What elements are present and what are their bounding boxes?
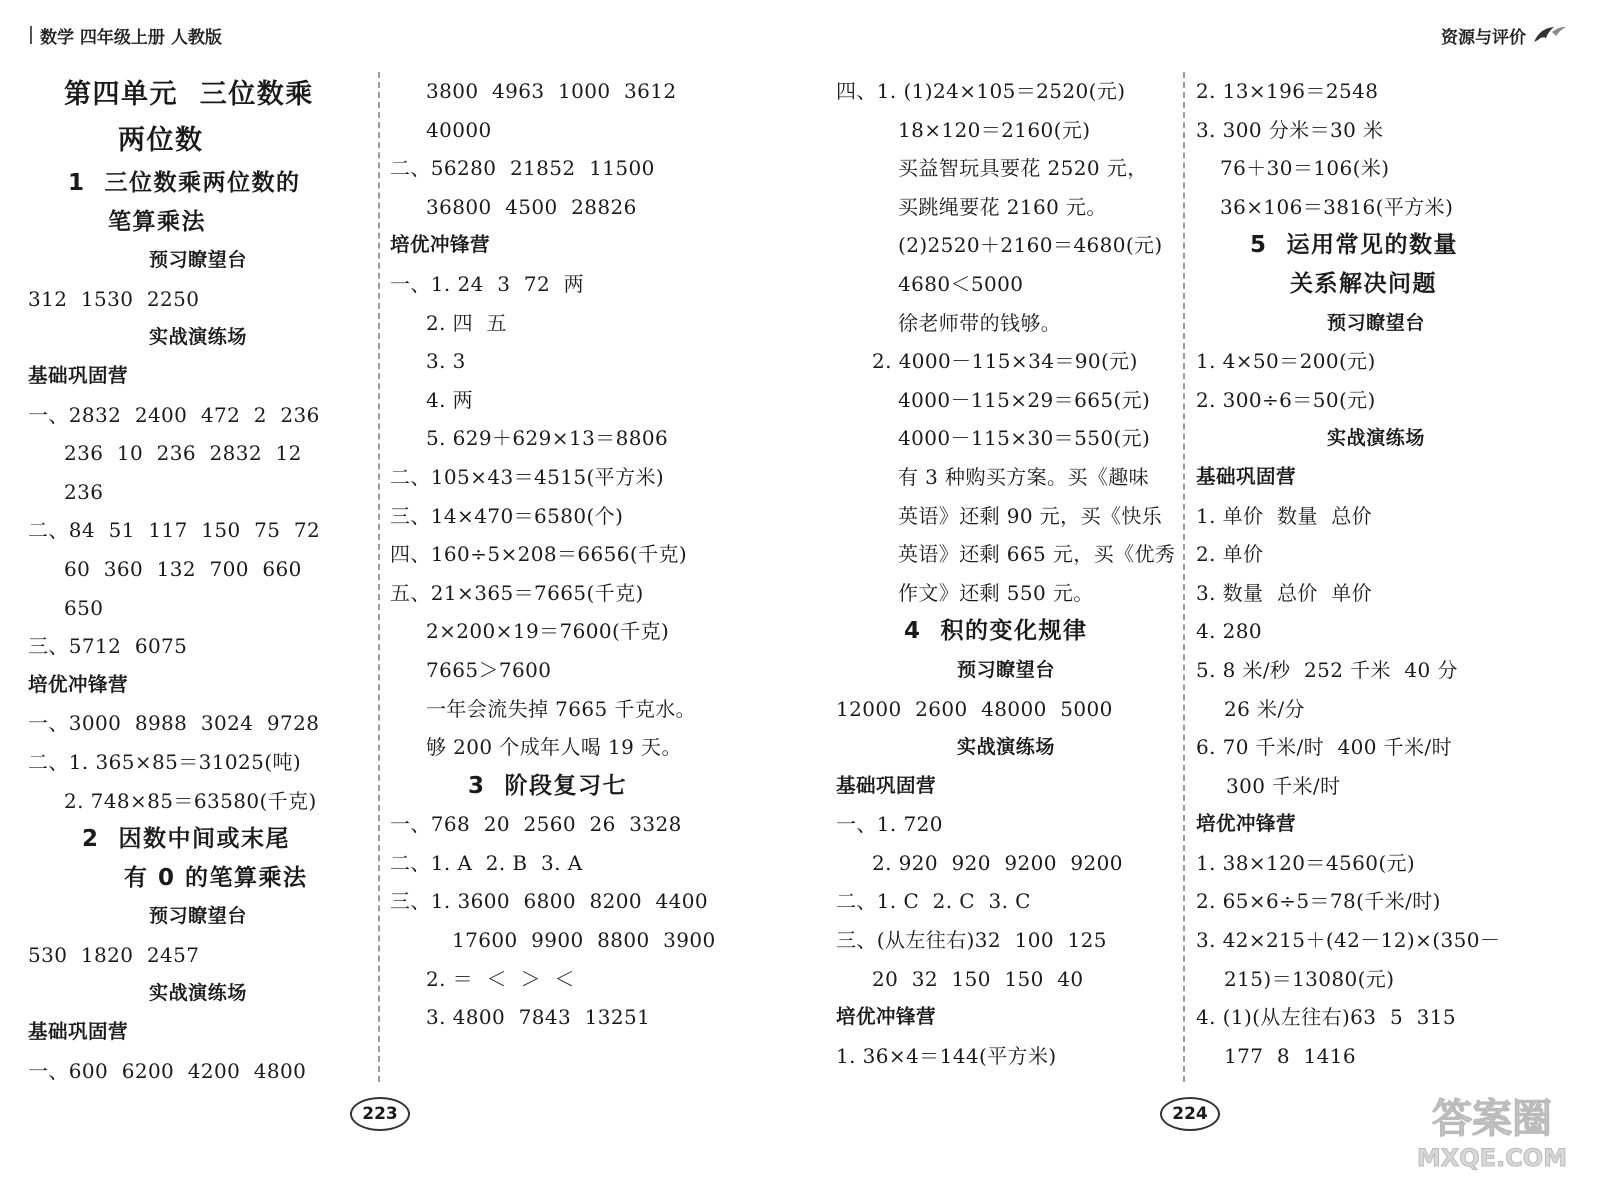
answer-line: 4680＜5000 bbox=[898, 271, 1024, 296]
section-heading: 基础巩固营 bbox=[28, 1020, 129, 1044]
answer-line: 2. 单价 bbox=[1196, 542, 1264, 567]
answer-line: 2. 四 五 bbox=[426, 310, 507, 335]
section-heading: 培优冲锋营 bbox=[1196, 812, 1297, 836]
answer-line: 60 360 132 700 660 bbox=[64, 556, 302, 581]
answer-line: 3. 3 bbox=[426, 349, 466, 374]
answer-line: 76＋30＝106(米) bbox=[1220, 156, 1390, 181]
answer-line: 5. 629＋629×13＝8806 bbox=[426, 426, 669, 451]
answer-line: 236 10 236 2832 12 bbox=[64, 441, 302, 466]
answer-line: 2. 13×196＝2548 bbox=[1196, 79, 1379, 103]
answer-line: 4. (1)(从左往右)63 5 315 bbox=[1196, 1005, 1456, 1030]
answer-line: 一年会流失掉 7665 千克水。 bbox=[426, 696, 697, 721]
answer-line: 36800 4500 28826 bbox=[426, 194, 637, 219]
answer-line: 够 200 个成年人喝 19 天。 bbox=[426, 735, 682, 760]
answer-line: 1. 单价 数量 总价 bbox=[1196, 503, 1373, 528]
section-heading: 培优冲锋营 bbox=[28, 672, 129, 696]
answer-line: 二、1. A 2. B 3. A bbox=[390, 850, 583, 875]
page-number-left: 223 bbox=[350, 1097, 410, 1131]
answer-line: 3. 4800 7843 13251 bbox=[426, 1005, 651, 1030]
answer-line: 4. 两 bbox=[426, 387, 474, 412]
answer-line: 1. 36×4＝144(平方米) bbox=[836, 1043, 1057, 1068]
column-3 bbox=[836, 72, 1176, 1075]
answer-line: 作文》还剩 550 元。 bbox=[898, 580, 1094, 605]
answer-line: 四、160÷5×208＝6656(千克) bbox=[390, 542, 688, 567]
lesson-title: 5 运用常见的数量 bbox=[1250, 232, 1459, 259]
answer-line: 2. 920 920 9200 9200 bbox=[872, 850, 1123, 875]
answer-line: 一、600 6200 4200 4800 bbox=[28, 1058, 307, 1083]
answer-line: 1. 38×120＝4560(元) bbox=[1196, 850, 1416, 875]
answer-line: 二、105×43＝4515(平方米) bbox=[390, 464, 665, 489]
answer-line: 312 1530 2250 bbox=[28, 286, 200, 311]
page-number-right: 224 bbox=[1160, 1097, 1220, 1131]
answer-line: 530 1820 2457 bbox=[28, 942, 200, 967]
answer-line: 3800 4963 1000 3612 bbox=[426, 79, 677, 103]
answer-line: 英语》还剩 90 元，买《快乐 bbox=[898, 503, 1163, 528]
answer-line: 2. 65×6÷5＝78(千米/时) bbox=[1196, 889, 1441, 914]
answer-line: (2)2520＋2160＝4680(元) bbox=[898, 233, 1163, 258]
answer-line: 2. 4000－115×34＝90(元) bbox=[872, 349, 1138, 374]
lesson-title-cont: 有 0 的笔算乘法 bbox=[124, 864, 308, 891]
answer-line: 一、3000 8988 3024 9728 bbox=[28, 711, 320, 736]
answer-line: 300 千米/时 bbox=[1226, 773, 1341, 798]
publisher-header bbox=[1441, 22, 1568, 48]
answer-line: 5. 8 米/秒 252 千米 40 分 bbox=[1196, 657, 1458, 682]
answer-line: 40000 bbox=[426, 117, 492, 142]
section-heading: 培优冲锋营 bbox=[836, 1005, 937, 1029]
answer-line: 二、1. 365×85＝31025(吨) bbox=[28, 749, 302, 774]
answer-line: 五、21×365＝7665(千克) bbox=[390, 580, 644, 605]
answer-line: 12000 2600 48000 5000 bbox=[836, 696, 1113, 721]
answer-line: 三、1. 3600 6800 8200 4400 bbox=[390, 889, 708, 914]
subsection-heading: 预习瞭望台 bbox=[1326, 311, 1425, 334]
answer-line: 一、768 20 2560 26 3328 bbox=[390, 812, 682, 837]
answer-line: 1. 4×50＝200(元) bbox=[1196, 349, 1376, 374]
subsection-heading: 预习瞭望台 bbox=[956, 658, 1055, 681]
answer-line: 20 32 150 150 40 bbox=[872, 966, 1084, 991]
answer-line: 7665＞7600 bbox=[426, 657, 552, 682]
answer-line: 2. ＝ ＜ ＞ ＜ bbox=[426, 966, 575, 991]
section-heading: 基础巩固营 bbox=[28, 363, 129, 387]
answer-line: 三、5712 6075 bbox=[28, 634, 188, 659]
answer-line: 三、14×470＝6580(个) bbox=[390, 503, 624, 528]
answer-line: 18×120＝2160(元) bbox=[898, 117, 1091, 142]
subsection-heading: 实战演练场 bbox=[956, 736, 1055, 759]
lesson-title: 4 积的变化规律 bbox=[904, 618, 1088, 645]
lesson-title: 3 阶段复习七 bbox=[468, 772, 628, 799]
answer-line: 6. 70 千米/时 400 千米/时 bbox=[1196, 735, 1452, 760]
publisher-title: 资源与评价 bbox=[1441, 27, 1526, 48]
section-heading: 基础巩固营 bbox=[836, 773, 937, 797]
answer-line: 26 米/分 bbox=[1224, 696, 1305, 721]
book-info: 数学 四年级上册 人教版 bbox=[40, 27, 222, 48]
answer-line: 一、1. 720 bbox=[836, 812, 943, 837]
answer-line: 2. 300÷6＝50(元) bbox=[1196, 387, 1376, 412]
answer-line: 4000－115×29＝665(元) bbox=[898, 387, 1151, 412]
watermark-logo bbox=[1392, 1086, 1592, 1176]
subsection-heading: 实战演练场 bbox=[148, 326, 247, 349]
answer-line: 4. 280 bbox=[1196, 619, 1263, 644]
answer-line: 3. 数量 总价 单价 bbox=[1196, 580, 1373, 605]
subsection-heading: 实战演练场 bbox=[1326, 427, 1425, 450]
watermark-text: 答案圈 bbox=[1432, 1096, 1552, 1142]
answer-line: 4000－115×30＝550(元) bbox=[898, 426, 1151, 451]
column-divider bbox=[378, 72, 380, 1082]
answer-line: 236 bbox=[64, 479, 104, 504]
lesson-title: 2 因数中间或末尾 bbox=[82, 826, 291, 853]
answer-line: 三、(从左往右)32 100 125 bbox=[836, 928, 1107, 953]
subsection-heading: 预习瞭望台 bbox=[148, 249, 247, 272]
answer-line: 二、1. C 2. C 3. C bbox=[836, 889, 1031, 914]
answer-line: 一、2832 2400 472 2 236 bbox=[28, 402, 320, 427]
answer-line: 二、84 51 117 150 75 72 bbox=[28, 518, 321, 543]
lesson-title: 1 三位数乘两位数的 bbox=[68, 170, 301, 196]
answer-line: 177 8 1416 bbox=[1224, 1043, 1357, 1068]
quill-icon bbox=[1532, 24, 1568, 46]
answer-line: 17600 9900 8800 3900 bbox=[452, 928, 716, 953]
answer-line: 3. 300 分米＝30 米 bbox=[1196, 117, 1384, 142]
answer-line: 650 bbox=[64, 595, 104, 620]
answer-line: 2. 748×85＝63580(千克) bbox=[64, 788, 317, 813]
subsection-heading: 预习瞭望台 bbox=[148, 905, 247, 928]
lesson-title-cont: 关系解决问题 bbox=[1290, 270, 1437, 297]
answer-line: 四、1. (1)24×105＝2520(元) bbox=[836, 79, 1126, 103]
answer-line: 有 3 种购买方案。买《趣味 bbox=[898, 464, 1150, 489]
answer-line: 买益智玩具要花 2520 元， bbox=[898, 156, 1148, 181]
lesson-title-cont: 笔算乘法 bbox=[108, 208, 206, 235]
column-2 bbox=[390, 72, 760, 1037]
unit-title: 第四单元 三位数乘 bbox=[64, 79, 314, 110]
answer-line: 3. 42×215＋(42－12)×(350－ bbox=[1196, 928, 1501, 953]
subsection-heading: 实战演练场 bbox=[148, 982, 247, 1005]
answer-line: 215)＝13080(元) bbox=[1224, 966, 1395, 991]
section-heading: 培优冲锋营 bbox=[390, 233, 491, 257]
book-header bbox=[30, 22, 222, 48]
answer-line: 英语》还剩 665 元，买《优秀 bbox=[898, 542, 1176, 567]
column-divider bbox=[1183, 72, 1185, 1082]
watermark-url: MXQE.COM bbox=[1416, 1144, 1568, 1172]
answer-line: 二、56280 21852 11500 bbox=[390, 156, 655, 181]
column-4 bbox=[1196, 72, 1556, 1075]
answer-line: 买跳绳要花 2160 元。 bbox=[898, 194, 1107, 219]
answer-line: 一、1. 24 3 72 两 bbox=[390, 271, 585, 296]
column-1 bbox=[28, 72, 368, 1090]
answer-line: 徐老师带的钱够。 bbox=[898, 310, 1062, 335]
answer-line: 36×106＝3816(平方米) bbox=[1220, 194, 1454, 219]
answer-line: 2×200×19＝7600(千克) bbox=[426, 619, 670, 644]
section-heading: 基础巩固营 bbox=[1196, 464, 1297, 488]
unit-title-cont: 两位数 bbox=[118, 125, 204, 156]
header-bar bbox=[30, 26, 32, 44]
